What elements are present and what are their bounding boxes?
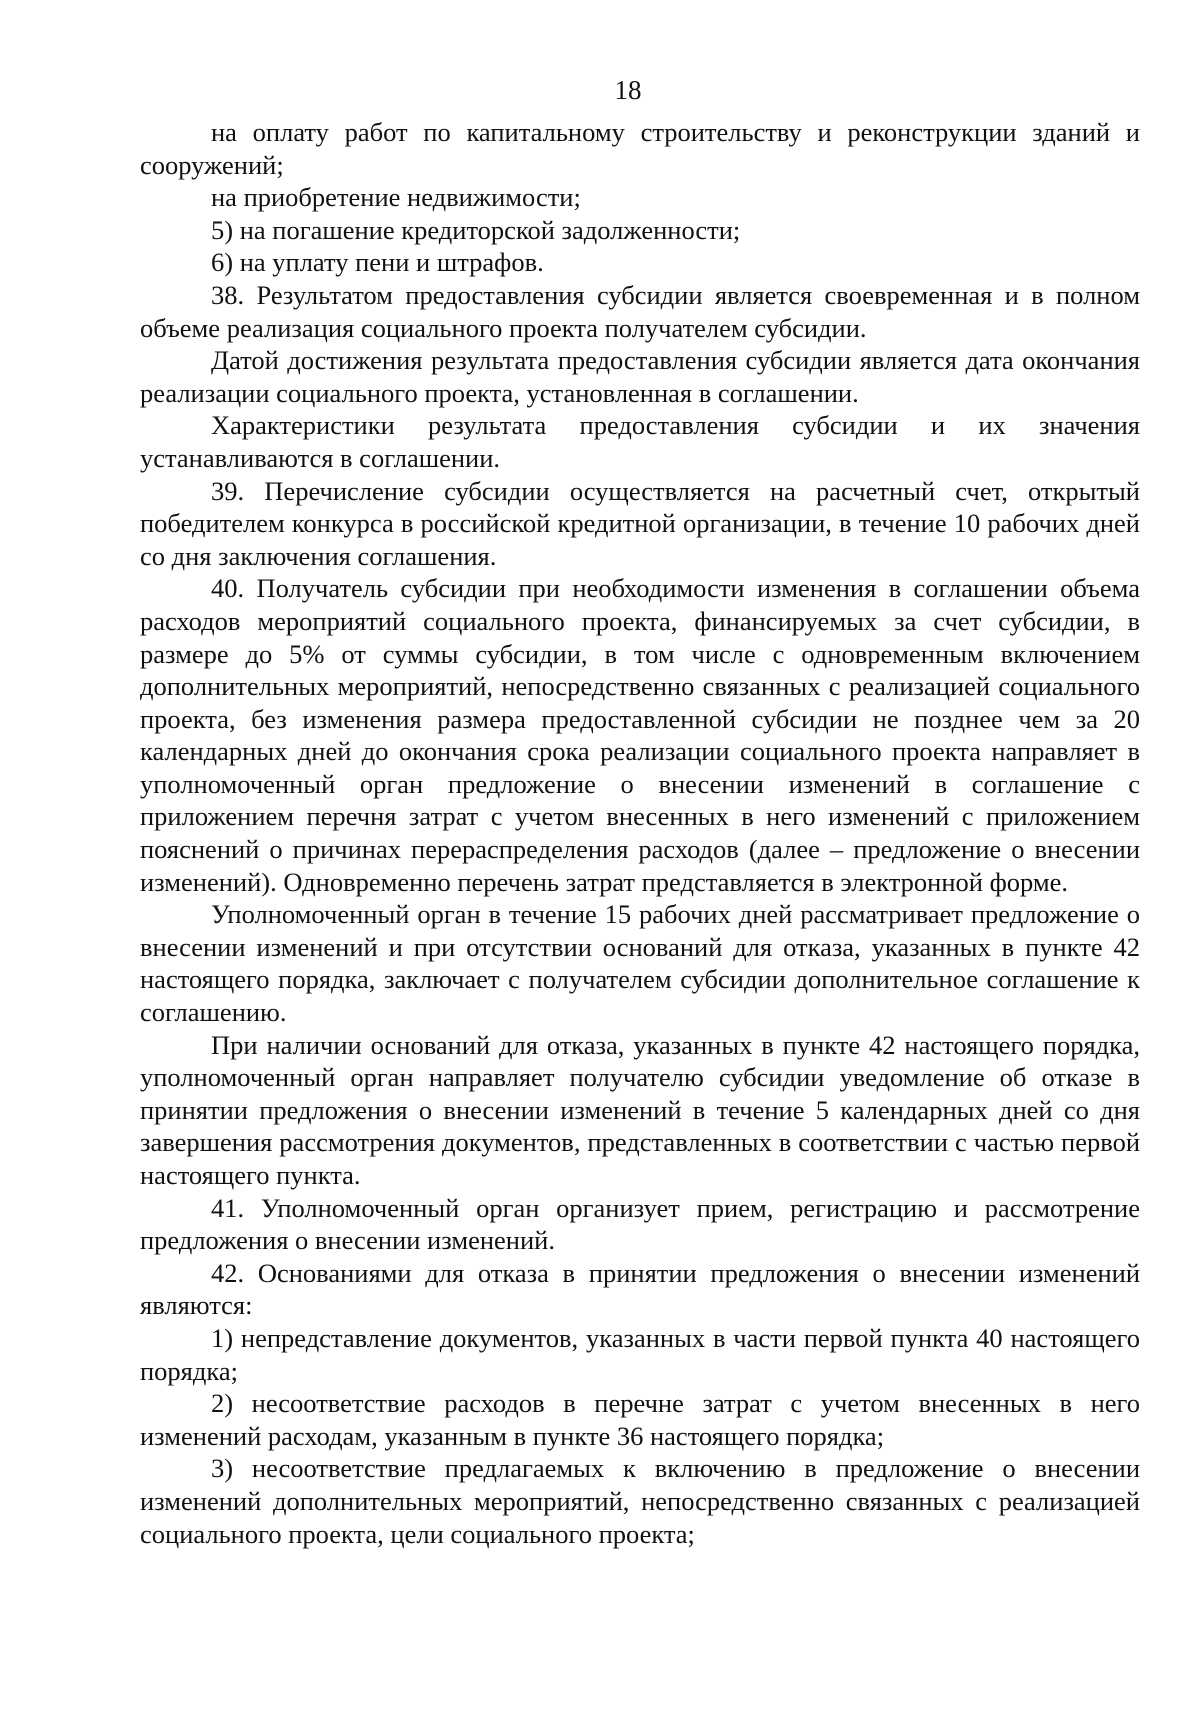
paragraph-refusal-reason-3: 3) несоответствие предлагаемых к включению в предложение о внесении изменений дополнительных мероприятий, непосредственно связанных с реализацией социального проекта, цели социального проекта; bbox=[140, 1453, 1140, 1549]
paragraph-review-period: Уполномоченный орган в течение 15 рабочих дней рассматривает предложение о внесении изменений и при отсутствии оснований для отказа, указанных в пункте 42 настоящего порядка, заключает с получателем субсидии дополнительное соглашение к соглашению. bbox=[140, 899, 1140, 1028]
paragraph-clause-38: 38. Результатом предоставления субсидии является своевременная и в полном объеме реализация социального проекта получателем субсидии. bbox=[140, 279, 1140, 343]
page-number: 18 bbox=[614, 75, 642, 105]
paragraph-refusal-reason-2: 2) несоответствие расходов в перечне затрат с учетом внесенных в него изменений расходам, указанным в пункте 36 настоящего порядка; bbox=[140, 1388, 1140, 1451]
paragraph-refusal-reason-1: 1) непредставление документов, указанных в части первой пункта 40 настоящего порядка; bbox=[140, 1322, 1140, 1386]
paragraph-item-6: 6) на уплату пени и штрафов. bbox=[211, 247, 544, 278]
paragraph-result-date: Датой достижения результата предоставления субсидии является дата окончания реализации социального проекта, установленная в соглашении. bbox=[140, 345, 1140, 408]
paragraph-result-characteristics: Характеристики результата предоставления субсидии и их значения устанавливаются в соглашении. bbox=[140, 410, 1140, 473]
paragraph-construction-costs: на оплату работ по капитальному строительству и реконструкции зданий и сооружений; bbox=[140, 117, 1140, 180]
paragraph-refusal-notice: При наличии оснований для отказа, указанных в пункте 42 настоящего порядка, уполномоченный орган направляет получателю субсидии уведомление об отказе в принятии предложения о внесении изменений в течение 5 календарных дней со дня завершения рассмотрения документов, представленных в соответствии с частью первой настоящего пункта. bbox=[140, 1029, 1140, 1190]
paragraph-clause-40: 40. Получатель субсидии при необходимости изменения в соглашении объема расходов мероприятий социального проекта, финансируемых за счет субсидии, в размере до 5% от суммы субсидии, в том числе с одновременным включением дополнительных мероприятий, непосредственно связанных с реализацией социального проекта, без изменения размера предоставленной субсидии не позднее чем за 20 календарных дней до окончания срока реализации социального проекта направляет в уполномоченный орган предложение о внесении изменений в соглашение с приложением перечня затрат с учетом внесенных в него изменений с приложением пояснений о причинах перераспределения расходов (далее – предложение о внесении изменений). Одновременно перечень затрат представляется в электронной форме. bbox=[140, 573, 1140, 897]
paragraph-item-5: 5) на погашение кредиторской задолженности; bbox=[211, 214, 741, 245]
paragraph-clause-41: 41. Уполномоченный орган организует прием, регистрацию и рассмотрение предложения о внесении изменений. bbox=[140, 1192, 1140, 1256]
document-body bbox=[140, 116, 1140, 1550]
paragraph-real-estate: на приобретение недвижимости; bbox=[211, 182, 581, 213]
paragraph-clause-39: 39. Перечисление субсидии осуществляется на расчетный счет, открытый победителем конкурса в российской кредитной организации, в течение 10 рабочих дней со дня заключения соглашения. bbox=[140, 475, 1140, 571]
paragraph-clause-42: 42. Основаниями для отказа в принятии предложения о внесении изменений являются: bbox=[140, 1257, 1140, 1321]
